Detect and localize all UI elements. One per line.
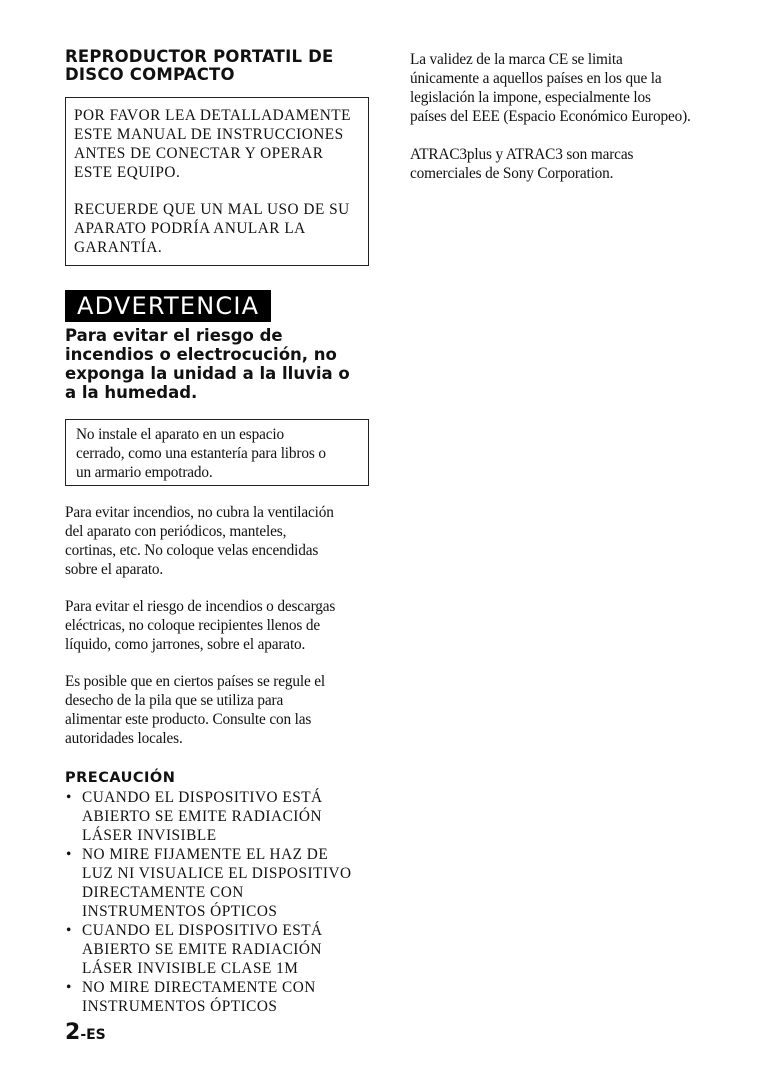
text-line: LÁSER INVISIBLE CLASE 1M [82, 960, 299, 977]
text-line: La validez de la marca CE se limita [410, 51, 623, 68]
text-line: ABIERTO SE EMITE RADIACIÓN [82, 941, 322, 958]
warning-text [65, 326, 369, 402]
text-line: LUZ NI VISUALICE EL DISPOSITIVO [82, 865, 352, 882]
text-line: a la humedad. [65, 383, 198, 402]
text-line: Para evitar el riesgo de [65, 326, 283, 345]
install-notice-text [76, 425, 360, 482]
text-line: POR FAVOR LEA DETALLADAMENTE [74, 107, 351, 124]
text-line: legislación la impone, especialmente los [410, 89, 651, 106]
text-line: CUANDO EL DISPOSITIVO ESTÁ [82, 789, 323, 806]
text-line: sobre el aparato. [65, 561, 164, 578]
caution-item [65, 788, 369, 845]
body-paragraph [65, 672, 369, 748]
text-line: un armario empotrado. [76, 464, 213, 481]
right-column [410, 50, 730, 183]
text-line: ANTES DE CONECTAR Y OPERAR [74, 145, 324, 162]
document-title [65, 48, 369, 84]
page-number-value: 2 [65, 1020, 81, 1045]
text-line: No instale el aparato en un espacio [76, 426, 284, 443]
text-line: únicamente a aquellos países en los que la [410, 70, 662, 87]
text-line: GARANTÍA. [74, 239, 163, 256]
caution-item [65, 921, 369, 978]
caution-item [65, 845, 369, 921]
title-line: DISCO COMPACTO [65, 65, 235, 84]
text-line: ATRAC3plus y ATRAC3 son marcas [410, 146, 634, 163]
text-line: NO MIRE DIRECTAMENTE CON [82, 979, 316, 996]
text-line: INSTRUMENTOS ÓPTICOS [82, 998, 278, 1015]
text-line: alimentar este producto. Consulte con las [65, 711, 312, 728]
text-line: ESTE EQUIPO. [74, 164, 181, 181]
text-line: autoridades locales. [65, 730, 183, 747]
text-line: CUANDO EL DISPOSITIVO ESTÁ [82, 922, 323, 939]
text-line: incendios o electrocución, no [65, 345, 337, 364]
text-line: exponga la unidad a la lluvia o [65, 364, 350, 383]
text-line: NO MIRE FIJAMENTE EL HAZ DE [82, 846, 329, 863]
text-line: ABIERTO SE EMITE RADIACIÓN [82, 808, 322, 825]
caution-item [65, 978, 369, 1016]
notice-box [65, 97, 369, 266]
bullet-icon: • [66, 979, 72, 996]
text-line: APARATO PODRÍA ANULAR LA [74, 220, 306, 237]
text-line: Es posible que en ciertos países se regule el [65, 673, 326, 690]
bullet-icon: • [66, 846, 72, 863]
text-line: comerciales de Sony Corporation. [410, 165, 614, 182]
text-line: del aparato con periódicos, manteles, [65, 523, 287, 540]
text-line: DIRECTAMENTE CON [82, 884, 244, 901]
title-line: REPRODUCTOR PORTATIL DE [65, 47, 334, 66]
caution-list [65, 788, 369, 1016]
body-paragraph [65, 503, 369, 579]
notice-paragraph [74, 200, 360, 257]
bullet-icon: • [66, 922, 72, 939]
text-line: países del EEE (Espacio Económico Europeo). [410, 108, 691, 125]
text-line: cerrado, como una estantería para libros o [76, 445, 326, 462]
text-line: desecho de la pila que se utiliza para [65, 692, 284, 709]
ce-mark-paragraph [410, 50, 730, 126]
install-notice-box [65, 419, 369, 486]
text-line: LÁSER INVISIBLE [82, 827, 217, 844]
text-line: INSTRUMENTOS ÓPTICOS [82, 903, 278, 920]
page-number [65, 1020, 106, 1045]
notice-paragraph [74, 106, 360, 182]
text-line: eléctricas, no coloque recipientes llenos de [65, 617, 321, 634]
trademark-paragraph [410, 145, 730, 183]
text-line: RECUERDE QUE UN MAL USO DE SU [74, 201, 350, 218]
text-line: ESTE MANUAL DE INSTRUCCIONES [74, 126, 344, 143]
body-paragraph [65, 597, 369, 654]
page-language-suffix: -ES [80, 1027, 106, 1043]
text-line: Para evitar el riesgo de incendios o descargas [65, 598, 336, 615]
text-line: líquido, como jarrones, sobre el aparato. [65, 636, 306, 653]
caution-heading: PRECAUCIÓN [65, 770, 176, 786]
bullet-icon: • [66, 789, 72, 806]
left-column [65, 48, 369, 1016]
warning-banner: ADVERTENCIA [65, 290, 271, 322]
text-line: Para evitar incendios, no cubra la ventilación [65, 504, 334, 521]
text-line: cortinas, etc. No coloque velas encendidas [65, 542, 319, 559]
